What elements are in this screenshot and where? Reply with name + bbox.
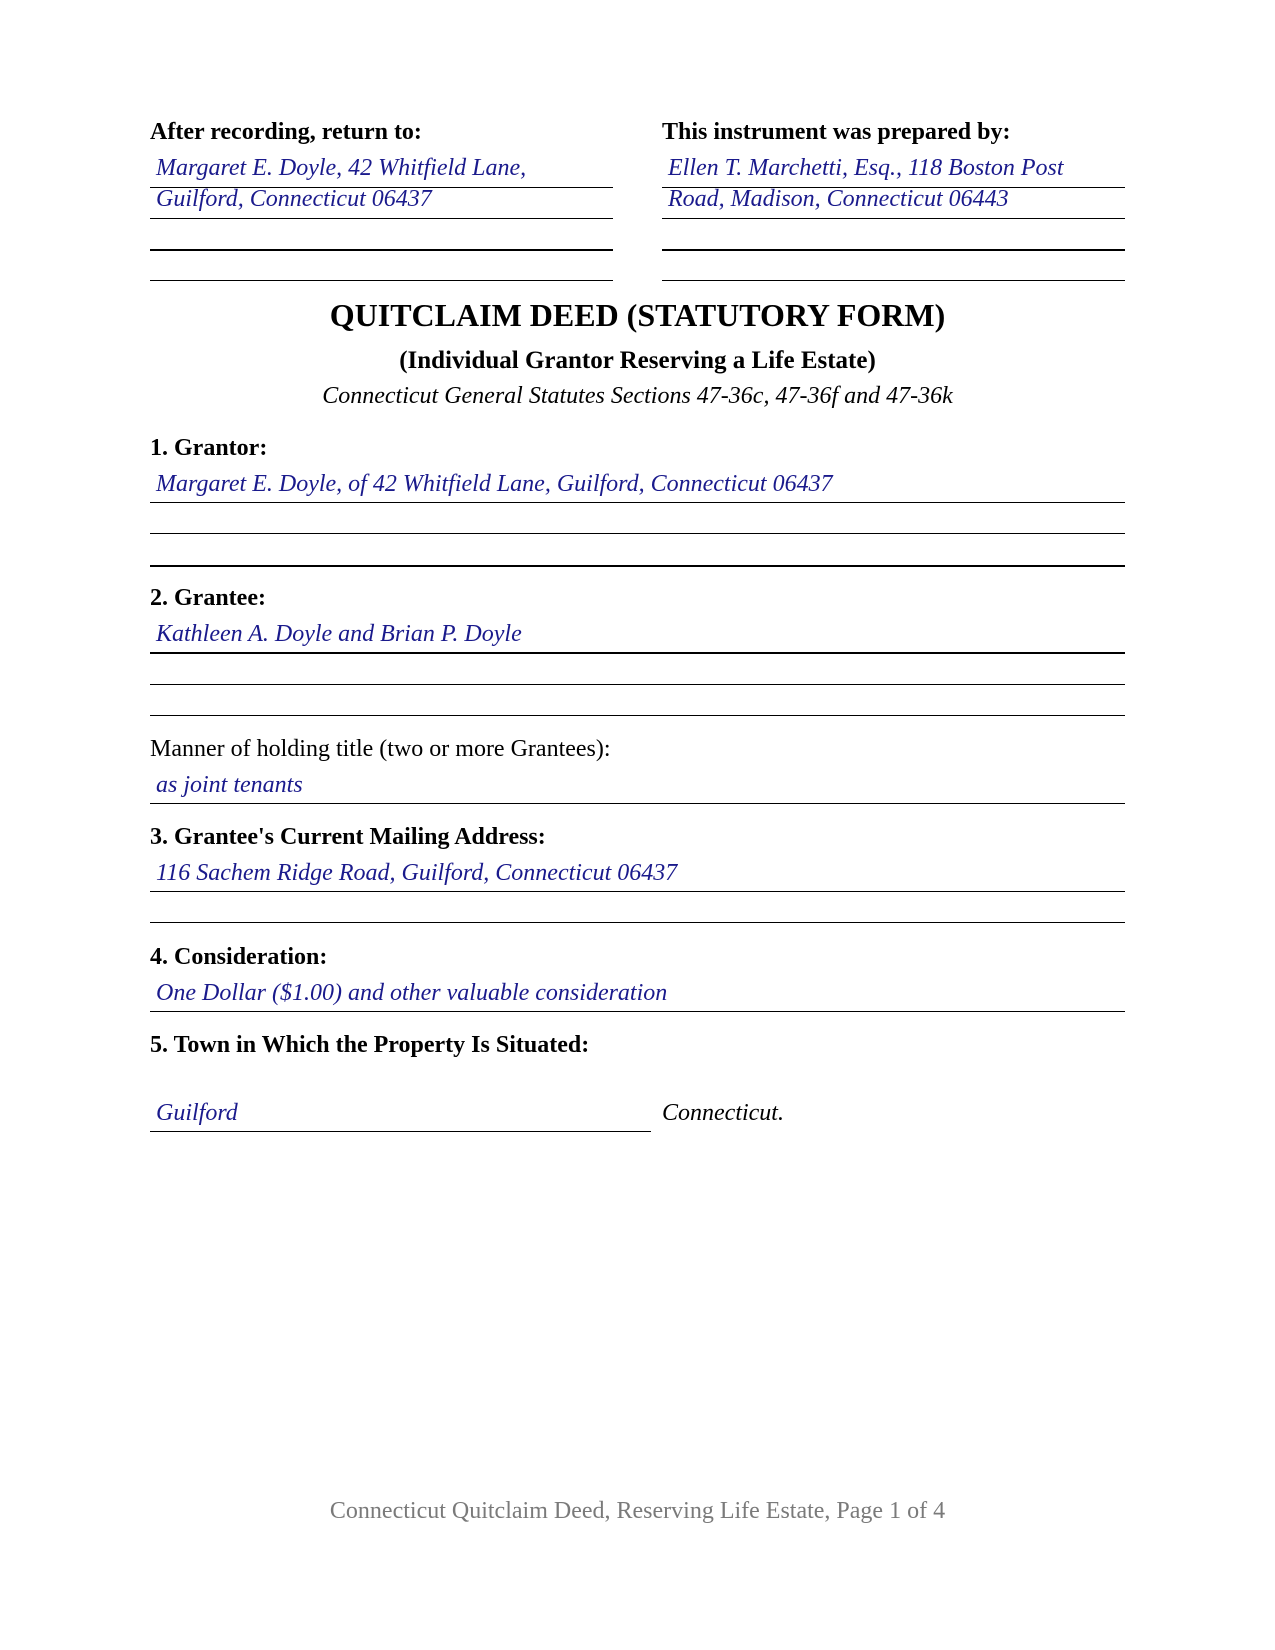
mailing-address-label: 3. Grantee's Current Mailing Address:	[150, 824, 546, 850]
document-subtitle: (Individual Grantor Reserving a Life Estate)	[399, 347, 876, 374]
page-footer: Connecticut Quitclaim Deed, Reserving Life Estate, Page 1 of 4	[329, 1498, 946, 1524]
return-to-line-1: Margaret E. Doyle, 42 Whitfield Lane,	[156, 155, 527, 181]
prepared-by-rule-4	[662, 280, 1125, 281]
town-rule	[150, 1131, 651, 1132]
prepared-by-line-2: Road, Madison, Connecticut 06443	[668, 186, 1009, 212]
mailing-address-value: 116 Sachem Ridge Road, Guilford, Connecticut 06437	[156, 860, 678, 886]
consideration-label: 4. Consideration:	[150, 944, 328, 970]
consideration-rule	[150, 1011, 1125, 1012]
consideration-value: One Dollar ($1.00) and other valuable consideration	[156, 980, 668, 1006]
grantor-rule-3	[150, 565, 1125, 567]
return-to-rule-2	[150, 218, 613, 219]
grantor-label: 1. Grantor:	[150, 435, 268, 461]
manner-value: as joint tenants	[156, 772, 303, 798]
town-state-suffix: Connecticut.	[662, 1100, 784, 1126]
grantee-rule-1	[150, 652, 1125, 654]
statute-reference: Connecticut General Statutes Sections 47-36c, 47-36f and 47-36k	[322, 383, 953, 409]
return-to-label: After recording, return to:	[150, 119, 422, 145]
grantee-rule-2	[150, 684, 1125, 685]
grantee-label: 2. Grantee:	[150, 585, 266, 611]
grantee-rule-3	[150, 715, 1125, 716]
town-value: Guilford	[156, 1100, 238, 1126]
grantor-value: Margaret E. Doyle, of 42 Whitfield Lane, Guilford, Connecticut 06437	[156, 471, 833, 497]
return-to-rule-4	[150, 280, 613, 281]
mailing-address-rule-2	[150, 922, 1125, 923]
manner-label: Manner of holding title (two or more Grantees):	[150, 736, 611, 762]
return-to-line-2: Guilford, Connecticut 06437	[156, 186, 432, 212]
grantee-value: Kathleen A. Doyle and Brian P. Doyle	[156, 621, 522, 647]
mailing-address-rule-1	[150, 891, 1125, 892]
town-label: 5. Town in Which the Property Is Situated:	[150, 1032, 590, 1058]
grantor-rule-2	[150, 533, 1125, 534]
prepared-by-label: This instrument was prepared by:	[662, 119, 1011, 145]
document-title: QUITCLAIM DEED (STATUTORY FORM)	[329, 297, 946, 333]
prepared-by-rule-2	[662, 218, 1125, 219]
grantor-rule-1	[150, 502, 1125, 503]
prepared-by-rule-3	[662, 249, 1125, 251]
return-to-rule-3	[150, 249, 613, 251]
prepared-by-line-1: Ellen T. Marchetti, Esq., 118 Boston Post	[668, 155, 1064, 181]
manner-rule	[150, 803, 1125, 804]
